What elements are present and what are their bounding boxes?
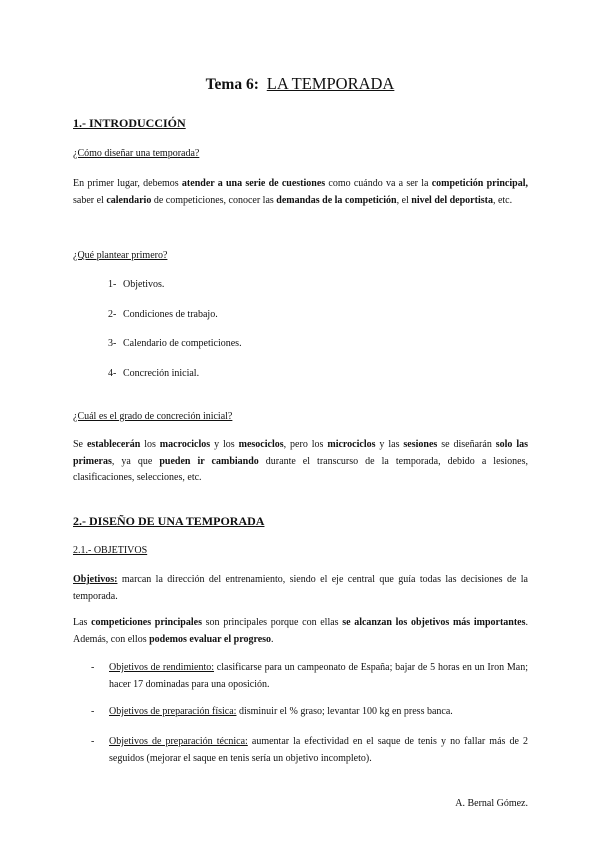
list-item: 2- Condiciones de trabajo. — [108, 309, 218, 320]
bullet-item: - Objetivos de preparación técnica: aumentar la efectividad en el saque de tenis y no fallar más de 2 seguidos (mejorar el saque en tenis sería un objetivo incompleto). — [91, 736, 528, 764]
title-prefix: Tema 6: — [205, 76, 259, 93]
list-item: 1- Objetivos. — [108, 279, 165, 290]
question-1: ¿Cómo diseñar una temporada? — [73, 148, 200, 159]
title-main: LA TEMPORADA — [266, 74, 395, 93]
list-item: 4- Concreción inicial. — [108, 368, 200, 379]
bullet-item: - Objetivos de preparación física: disminuir el % graso; levantar 100 kg en press banca. — [91, 706, 453, 717]
objetivos-paragraph: Objetivos: marcan la dirección del entrenamiento, siendo el eje central que guía todas las decisiones de la temporada. — [73, 574, 528, 602]
section-2-heading: 2.- DISEÑO DE UNA TEMPORADA — [73, 514, 265, 528]
section-1-heading: 1.- INTRODUCCIÓN — [73, 116, 186, 130]
question-2: ¿Qué plantear primero? — [73, 250, 168, 261]
concrecion-paragraph: Se establecerán los macrociclos y los mesociclos, pero los microciclos y las sesiones se diseñarán solo las primeras, ya que pueden ir cambiando durante el transcurso de la temporada, debido a lesiones, clasificaciones, selecciones, etc. — [73, 439, 529, 483]
subsection-heading: 2.1.- OBJETIVOS — [73, 545, 148, 556]
competiciones-paragraph: Las competiciones principales son principales porque con ellas se alcanzan los objetivos más importantes. Además, con ellos podemos evaluar el progreso. — [73, 617, 528, 645]
list-item: 3- Calendario de competiciones. — [108, 338, 242, 349]
page-title — [0, 74, 600, 94]
question-3: ¿Cuál es el grado de concreción inicial? — [73, 411, 233, 422]
footer-author: A. Bernal Gómez. — [455, 798, 528, 809]
bullet-item: - Objetivos de rendimiento: clasificarse para un campeonato de España; bajar de 5 horas en un Iron Man; hacer 17 dominadas para una oposición. — [91, 662, 528, 690]
intro-paragraph: En primer lugar, debemos atender a una serie de cuestiones como cuándo va a ser la competición principal, saber el calendario de competiciones, conocer las demandas de la competición, el nivel del deportista, etc. — [73, 178, 528, 206]
